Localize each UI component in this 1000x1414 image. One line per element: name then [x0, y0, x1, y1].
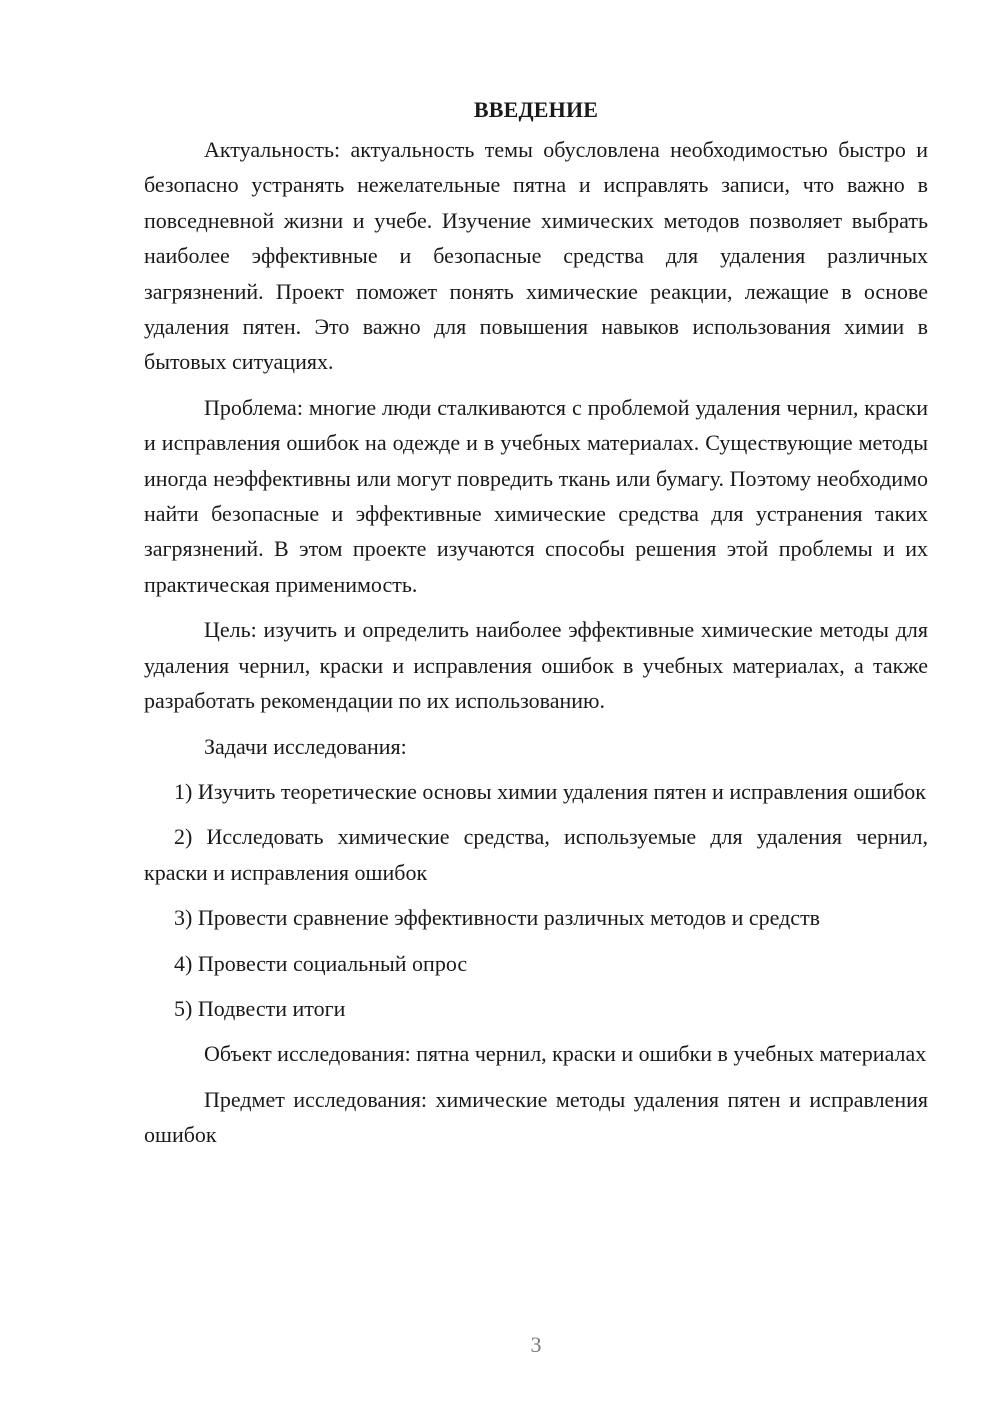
task-item-4: 4) Провести социальный опрос	[174, 950, 468, 976]
task-item-1: 1) Изучить теоретические основы химии удаления пятен и исправления ошибок	[174, 778, 926, 804]
task-item-3: 3) Провести сравнение эффективности различных методов и средств	[174, 905, 821, 931]
tasks-heading: Задачи исследования:	[204, 733, 407, 759]
paragraph-subject: Предмет исследования: химические методы удаления пятен и исправления ошибок	[144, 1086, 928, 1148]
page-number: 3	[530, 1332, 542, 1357]
paragraph-object: Объект исследования: пятна чернил, краски и ошибки в учебных материалах	[204, 1041, 927, 1067]
paragraph-relevance: Актуальность: актуальность темы обусловлена необходимостью быстро и безопасно устранять нежелательные пятна и исправлять записи, что важно в повседневной жизни и учебе. Изучение химических методов позволяет выбрать наиболее эффективные и безопасные средства для удаления различных загрязнений. Проект поможет понять химические реакции, лежащие в основе удаления пятен. Это важно для повышения навыков использования химии в бытовых ситуациях.	[144, 137, 928, 375]
paragraph-problem: Проблема: многие люди сталкиваются с проблемой удаления чернил, краски и исправления ошибок на одежде и в учебных материалах. Существующие методы иногда неэффективны или могут повредить ткань или бумагу. Поэтому необходимо найти безопасные и эффективные химические средства для устранения таких загрязнений. В этом проекте изучаются способы решения этой проблемы и их практическая применимость.	[144, 394, 928, 597]
task-item-2: 2) Исследовать химические средства, используемые для удаления чернил, краски и исправления ошибок	[144, 824, 928, 885]
section-title: ВВЕДЕНИЕ	[473, 97, 599, 122]
task-item-5: 5) Подвести итоги	[174, 995, 346, 1021]
page-content	[144, 92, 928, 1163]
paragraph-goal: Цель: изучить и определить наиболее эффективные химические методы для удаления чернил, краски и исправления ошибок в учебных материалах, а также разработать рекомендации по их использованию.	[144, 617, 928, 714]
